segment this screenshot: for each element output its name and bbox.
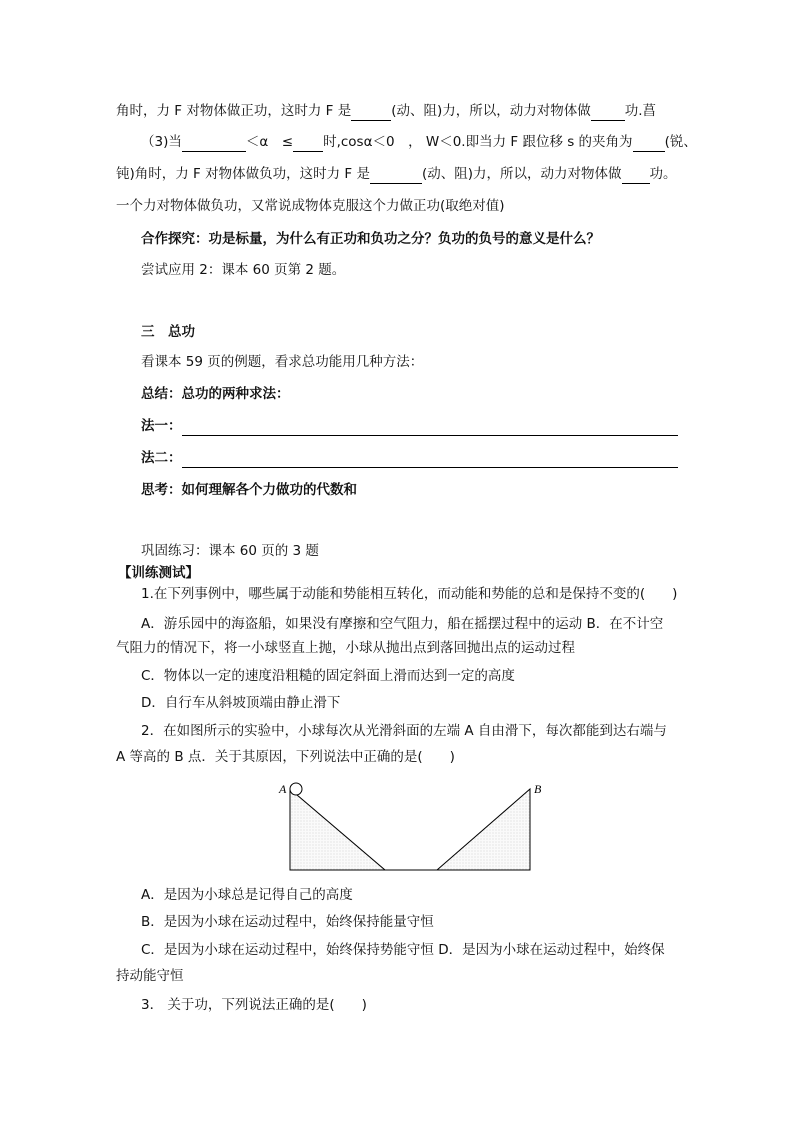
text-line-1-a: 角时，力 F 对物体做正功，这时力 F 是 bbox=[116, 103, 352, 119]
text-line-3-a: 钝)角时，力 F 对物体做负功，这时力 F 是 bbox=[116, 166, 370, 182]
answer-line bbox=[182, 421, 678, 436]
text-line-2-c: 时,cosα＜0 ， W＜0.即当力 F 跟位移 s 的夹角为 bbox=[323, 134, 633, 150]
ball bbox=[290, 783, 302, 795]
incline-diagram bbox=[270, 775, 550, 875]
text-line-1-c: 功.菖 bbox=[624, 103, 657, 119]
blank bbox=[591, 106, 625, 121]
method-1-label: 法一： bbox=[141, 418, 182, 434]
q3-stem: 3． 关于功，下列说法正确的是( ) bbox=[141, 997, 367, 1013]
q1-stem: 1.在下列事例中，哪些属于动能和势能相互转化，而动能和势能的总和是保持不变的( ) bbox=[141, 586, 678, 602]
think-question: 思考：如何理解各个力做功的代数和 bbox=[141, 482, 357, 498]
text-line-2-a: （3)当 bbox=[141, 134, 182, 150]
blank bbox=[622, 169, 650, 184]
q2-option-a: A．是因为小球总是记得自己的高度 bbox=[141, 887, 353, 903]
blank bbox=[182, 137, 246, 152]
q1-option-b: 气阻力的情况下，将一小球竖直上抛，小球从抛出点到落回抛出点的运动过程 bbox=[116, 640, 575, 656]
blank bbox=[370, 169, 422, 184]
q2-stem-1: 2．在如图所示的实验中，小球每次从光滑斜面的左端 A 自由滑下，每次都能到达右端与 bbox=[141, 723, 667, 739]
blank bbox=[633, 137, 665, 152]
text-line-3-b: (动、阻)力，所以，动力对物体做 bbox=[421, 166, 622, 182]
text-line-3-c: 功。 bbox=[649, 166, 677, 182]
text-line-1 bbox=[116, 101, 656, 121]
text-line-3 bbox=[116, 164, 677, 184]
blank bbox=[293, 137, 323, 152]
apply-2: 尝试应用 2：课本 60 页第 2 题。 bbox=[141, 262, 346, 278]
method-2 bbox=[141, 448, 678, 468]
q2-option-d: 持动能守恒 bbox=[116, 968, 184, 984]
q1-option-a: A．游乐园中的海盗船，如果没有摩擦和空气阻力，船在摇摆过程中的运动 B．在不计空 bbox=[141, 616, 664, 632]
section-intro: 看课本 59 页的例题，看求总功能用几种方法： bbox=[141, 354, 424, 370]
answer-line bbox=[182, 453, 678, 468]
method-2-label: 法二： bbox=[141, 450, 182, 466]
text-line-2-d: (锐、 bbox=[664, 134, 697, 150]
q2-option-b: B．是因为小球在运动过程中，始终保持能量守恒 bbox=[141, 914, 434, 930]
text-line-2-b: ＜α ≤ bbox=[245, 134, 294, 150]
q1-option-d: D．自行车从斜坡顶端由静止滑下 bbox=[141, 695, 341, 711]
q1-option-c: C．物体以一定的速度沿粗糙的固定斜面上滑而达到一定的高度 bbox=[141, 668, 515, 684]
point-b-label: B bbox=[534, 782, 542, 796]
summary-heading: 总结：总功的两种求法： bbox=[141, 386, 290, 402]
explore-question: 合作探究：功是标量，为什么有正功和负功之分？负功的负号的意义是什么？ bbox=[141, 231, 600, 247]
q2-option-c: C．是因为小球在运动过程中，始终保持势能守恒 D．是因为小球在运动过程中，始终保 bbox=[141, 942, 665, 958]
point-a-label: A bbox=[279, 782, 287, 796]
left-incline bbox=[290, 789, 385, 870]
method-1 bbox=[141, 416, 678, 436]
training-header: 【训练测试】 bbox=[118, 565, 199, 581]
practice: 巩固练习：课本 60 页的 3 题 bbox=[141, 543, 319, 559]
right-incline bbox=[437, 789, 530, 870]
text-line-4: 一个力对物体做负功，又常说成物体克服这个力做正功(取绝对值) bbox=[116, 198, 505, 214]
section-heading: 三 总功 bbox=[141, 324, 195, 340]
blank bbox=[351, 106, 391, 121]
q2-stem-2: A 等高的 B 点．关于其原因，下列说法中正确的是( ) bbox=[116, 749, 455, 765]
text-line-2 bbox=[141, 132, 697, 152]
text-line-1-b: (动、阻)力，所以，动力对物体做 bbox=[391, 103, 591, 119]
